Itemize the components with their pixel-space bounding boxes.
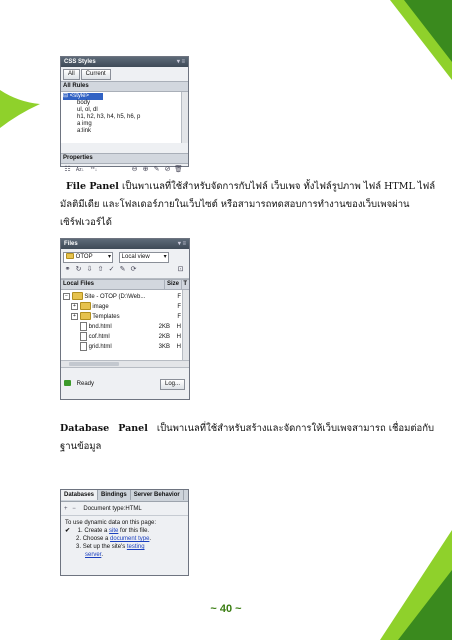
db-toolbar bbox=[61, 502, 188, 516]
delete-rule-icon[interactable]: 🗑 bbox=[174, 166, 183, 173]
put-files-icon[interactable]: ⇧ bbox=[97, 266, 104, 273]
document-type: Document type:HTML bbox=[83, 506, 142, 512]
tree-row-file[interactable]: cof.html 2KB H bbox=[61, 332, 189, 342]
database-line1: เป็นพาเนลที่ใช้สำหรับสร้างและจัดการให้เว็บเพจสามารถ เชื่อมต่อกับ bbox=[156, 423, 435, 434]
folder-icon bbox=[72, 292, 83, 300]
database-term: Database bbox=[60, 423, 110, 434]
new-rule-icon[interactable]: ⊕ bbox=[142, 166, 149, 173]
rule-item[interactable]: a:link bbox=[77, 128, 92, 134]
checkin-icon[interactable]: ✎ bbox=[119, 266, 126, 273]
properties-header: Properties bbox=[61, 153, 188, 164]
remove-icon[interactable]: − bbox=[72, 506, 76, 512]
tree-row-file[interactable]: bnd.html 2KB H bbox=[61, 322, 189, 332]
tab-bindings[interactable]: Bindings bbox=[98, 490, 131, 500]
file-panel-term: File Panel bbox=[66, 181, 119, 192]
file-panel-line1: เป็นพาเนลที่ใช้สำหรับจัดการกับไฟล์ เว็บเพจ ทั้งไฟล์รูปภาพ ไฟล์ HTML ไฟล์ bbox=[121, 181, 436, 192]
add-icon[interactable]: + bbox=[64, 506, 68, 512]
database-line2: ฐานข้อมูล bbox=[60, 441, 102, 452]
files-tree bbox=[61, 290, 189, 360]
tree-row-site[interactable]: − Site - OTOP (D:\Web... F bbox=[61, 292, 189, 302]
log-button[interactable]: Log... bbox=[160, 379, 185, 390]
set-props-icon[interactable]: **↓ bbox=[90, 167, 98, 173]
page-number: ~ 40 ~ bbox=[210, 603, 242, 615]
site-select[interactable]: OTOP ▾ bbox=[63, 252, 113, 263]
sync-icon[interactable]: ⟳ bbox=[130, 266, 137, 273]
panel-term: Panel bbox=[118, 423, 148, 434]
edit-rule-icon[interactable]: ✎ bbox=[153, 166, 160, 173]
disable-rule-icon[interactable]: ⊘ bbox=[164, 166, 171, 173]
rule-item[interactable]: a img bbox=[77, 121, 92, 127]
status-ok-icon bbox=[64, 380, 71, 386]
site-link[interactable]: site bbox=[109, 528, 119, 534]
expand-icon[interactable]: ⊡ bbox=[177, 266, 184, 273]
folder-icon bbox=[66, 253, 74, 259]
file-panel-description bbox=[60, 178, 436, 232]
folder-icon bbox=[80, 302, 91, 310]
db-instructions bbox=[61, 516, 188, 562]
files-panel bbox=[60, 238, 190, 400]
expand-icon[interactable]: + bbox=[71, 313, 78, 320]
connect-icon[interactable]: ⚭ bbox=[64, 266, 71, 273]
attach-style-icon[interactable]: ⊖ bbox=[131, 166, 138, 173]
db-step-1: ✔ 1. Create a site for this file. bbox=[65, 528, 150, 534]
tree-row-folder[interactable]: + Templates F bbox=[61, 312, 189, 322]
css-rules-scrollbar[interactable] bbox=[181, 92, 188, 143]
files-column-header bbox=[61, 279, 189, 290]
document-type-link[interactable]: document type bbox=[110, 536, 150, 542]
db-step-3: 3. Set up the site's testing bbox=[76, 544, 145, 550]
html-file-icon bbox=[80, 322, 87, 331]
view-select[interactable]: Local view ▾ bbox=[119, 252, 169, 263]
status-text: Ready bbox=[76, 381, 95, 387]
local-files-column[interactable]: Local Files bbox=[63, 281, 95, 287]
css-styles-panel bbox=[60, 56, 189, 173]
collapse-icon[interactable]: − bbox=[63, 293, 70, 300]
css-panel-titlebar: CSS Styles ▾ ≡ bbox=[61, 57, 188, 67]
all-button[interactable]: All bbox=[63, 69, 80, 80]
checkout-icon[interactable]: ✓ bbox=[108, 266, 115, 273]
tree-row-folder[interactable]: + image F bbox=[61, 302, 189, 312]
testing-server-link-cont[interactable]: server bbox=[85, 552, 102, 558]
file-panel-line3: เซิร์ฟเวอร์ได้ bbox=[60, 217, 112, 228]
html-file-icon bbox=[80, 332, 87, 341]
expand-icon[interactable]: + bbox=[71, 303, 78, 310]
tab-databases[interactable]: Databases bbox=[61, 490, 98, 500]
left-swoosh-decoration bbox=[0, 70, 40, 130]
css-panel-mode-buttons bbox=[61, 67, 188, 81]
file-panel-line2: มัลติมีเดีย และโฟลเดอร์ภายในเว็บไซต์ หรือสามารถทดสอบการทำงานของเว็บเพจผ่าน bbox=[60, 199, 410, 210]
rule-style[interactable]: ⊟ <style> bbox=[63, 93, 103, 100]
db-intro: To use dynamic data on this page: bbox=[65, 520, 157, 526]
sort-az-icon[interactable]: Az↓ bbox=[75, 167, 85, 173]
html-file-icon bbox=[80, 342, 87, 351]
db-tab-bar bbox=[61, 490, 188, 502]
top-right-corner-decoration bbox=[390, 0, 452, 80]
get-files-icon[interactable]: ⇩ bbox=[86, 266, 93, 273]
rule-item[interactable]: body bbox=[77, 100, 91, 106]
bottom-right-corner-decoration bbox=[380, 530, 452, 640]
tab-server-behaviors[interactable]: Server Behavior bbox=[131, 490, 184, 500]
tree-row-file[interactable]: grid.html 3KB H bbox=[61, 342, 189, 352]
testing-server-link[interactable]: testing bbox=[126, 544, 145, 550]
files-select-row bbox=[61, 249, 189, 263]
files-vertical-scrollbar[interactable] bbox=[182, 290, 189, 360]
rule-item[interactable]: ul, ol, dl bbox=[77, 107, 98, 113]
db-step-3-cont: server. bbox=[85, 552, 104, 558]
rule-item[interactable]: h1, h2, h3, h4, h5, h6, p bbox=[77, 114, 141, 120]
type-column[interactable]: T bbox=[183, 281, 187, 287]
refresh-icon[interactable]: ↻ bbox=[75, 266, 82, 273]
files-horizontal-scrollbar[interactable] bbox=[61, 360, 189, 368]
databases-panel bbox=[60, 489, 189, 576]
all-rules-header: All Rules bbox=[61, 81, 188, 92]
css-bottom-toolbar bbox=[61, 164, 188, 176]
css-rules-list bbox=[61, 92, 188, 143]
category-view-icon[interactable]: ☷ bbox=[64, 166, 71, 173]
database-panel-description bbox=[60, 420, 435, 456]
check-icon: ✔ bbox=[65, 528, 71, 534]
db-step-2: 2. Choose a document type. bbox=[76, 536, 152, 542]
files-status-bar bbox=[61, 378, 189, 390]
folder-icon bbox=[80, 312, 91, 320]
files-toolbar bbox=[61, 263, 189, 279]
current-button[interactable]: Current bbox=[81, 69, 111, 80]
files-panel-titlebar: Files ▾ ≡ bbox=[61, 239, 189, 249]
size-column[interactable]: Size bbox=[164, 280, 179, 289]
